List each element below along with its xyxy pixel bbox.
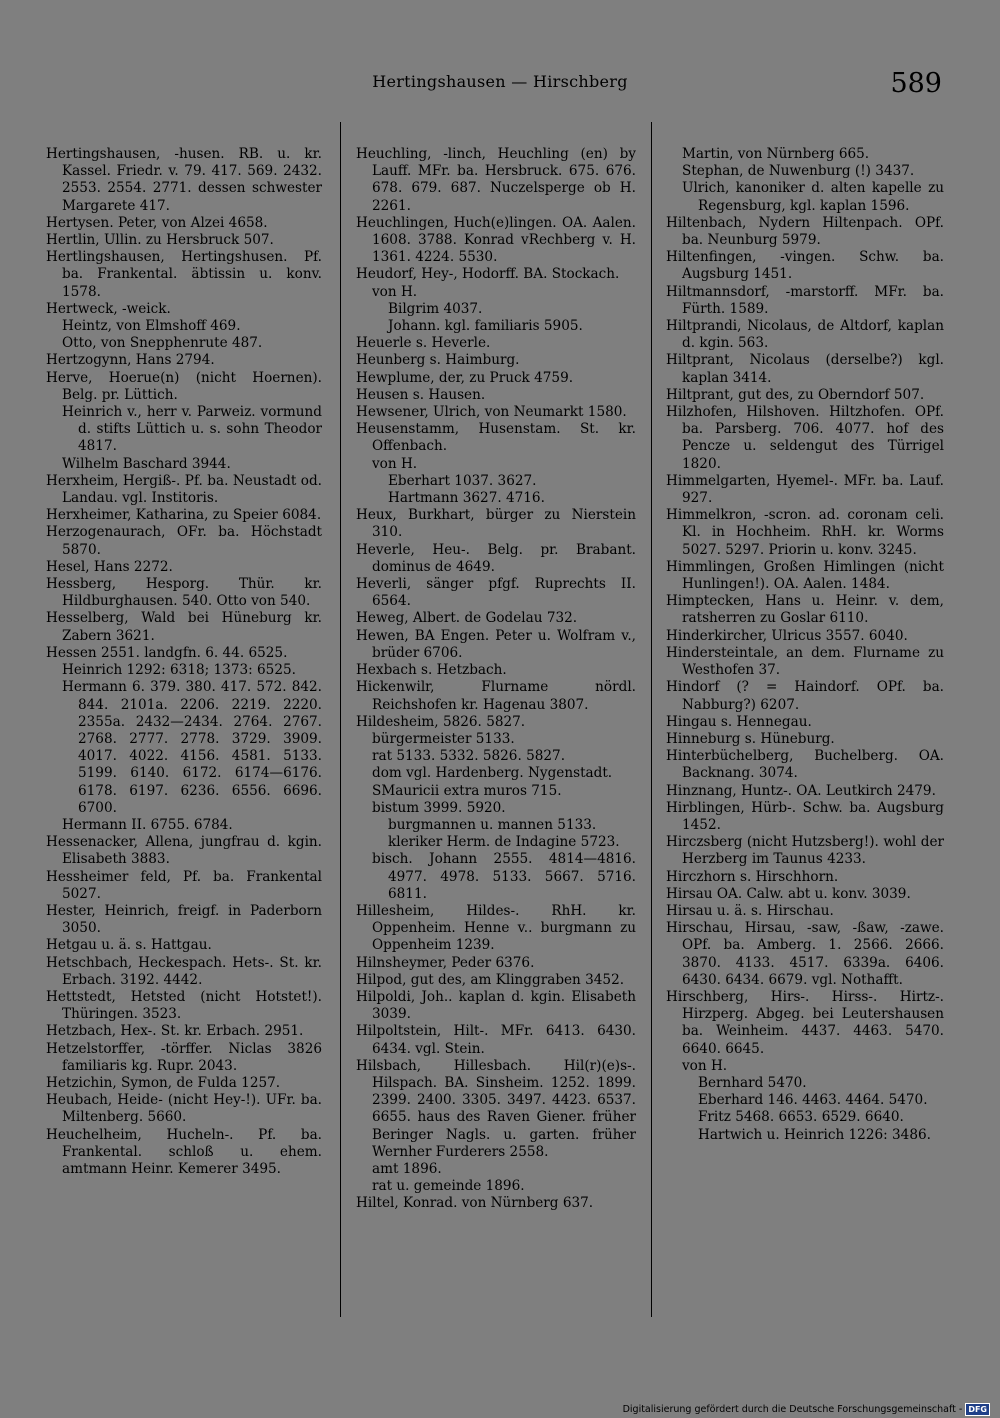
- index-subentry: Eberhard 146. 4463. 4464. 5470.: [698, 1092, 928, 1109]
- index-subentry: Wilhelm Baschard 3944.: [62, 455, 231, 472]
- index-entry: Hertweck, -weick.: [46, 300, 171, 317]
- index-entry: Heusen s. Hausen.: [356, 386, 486, 403]
- index-subentry: Fritz 5468. 6653. 6529. 6640.: [698, 1109, 904, 1126]
- index-entry: Hetgau u. ä. s. Hattgau.: [46, 937, 212, 954]
- index-entry: Heuchelheim, Hucheln-. Pf. ba. Frankental. schloß u. ehem. amtmann Heinr. Kemerer 3495.: [46, 1126, 322, 1177]
- index-entry: Hessheimer feld, Pf. ba. Frankental 5027.: [46, 868, 322, 902]
- page-header: [0, 68, 1000, 98]
- index-entry: Hertlin, Ullin. zu Hersbruck 507.: [46, 232, 274, 249]
- index-entry: Hinterbüchelberg, Buchelberg. OA. Backnang. 3074.: [666, 748, 944, 782]
- index-subentry: von H.: [372, 455, 418, 472]
- index-subentry: bisch. Johann 2555. 4814—4816. 4977. 4978. 5133. 5667. 5716. 6811.: [372, 851, 636, 902]
- index-subentry: Johann. kgl. familiaris 5905.: [388, 318, 583, 335]
- index-entry: Hirsau u. ä. s. Hirschau.: [666, 902, 834, 919]
- index-entry: Hiltprant, Nicolaus (derselbe?) kgl. kaplan 3414.: [666, 352, 944, 386]
- index-subentry: rat u. gemeinde 1896.: [372, 1178, 525, 1195]
- index-entry: Hinderkircher, Ulricus 3557. 6040.: [666, 627, 908, 644]
- index-entry: Hiltprandi, Nicolaus, de Altdorf, kaplan d. kgin. 563.: [666, 318, 944, 352]
- index-entry: Hickenwilr, Flurname nördl. Reichshofen kr. Hagenau 3807.: [356, 679, 636, 713]
- index-subentry: Eberhart 1037. 3627.: [388, 472, 537, 489]
- footer: [623, 1402, 990, 1416]
- index-entry: Heuerle s. Heverle.: [356, 335, 491, 352]
- index-entry: Herve, Hoerue(n) (nicht Hoernen). Belg. pr. Lüttich.: [46, 369, 322, 403]
- index-subentry: bürgermeister 5133.: [372, 730, 515, 747]
- index-entry: Hinznang, Huntz-. OA. Leutkirch 2479.: [666, 782, 936, 799]
- index-entry: Hirschau, Hirsau, -saw, -ßaw, -zawe. OPf. ba. Amberg. 1. 2566. 2666. 3870. 4133. 4517. 6339a. 6406. 6430. 6434. 6679. vgl. Nothafft.: [666, 920, 944, 988]
- index-column-1: [46, 146, 322, 1178]
- index-entry: Hilpod, gut des, am Klinggraben 3452.: [356, 971, 625, 988]
- index-entry: Heuchling, -linch, Heuchling (en) by Lauff. MFr. ba. Hersbruck. 675. 676. 678. 679. 687. Nuczelsperge ob H. 2261.: [356, 146, 636, 214]
- index-entry: Hertlingshausen, Hertingshusen. Pf. ba. Frankental. äbtissin u. konv. 1578.: [46, 249, 322, 300]
- index-entry: Heunberg s. Haimburg.: [356, 352, 520, 369]
- index-entry: Himmlingen, Großen Himlingen (nicht Hunlingen!). OA. Aalen. 1484.: [666, 558, 944, 593]
- index-subentry: von H.: [682, 1057, 728, 1074]
- index-entry: Hirczhorn s. Hirschhorn.: [666, 868, 839, 885]
- index-entry: Hessenacker, Allena, jungfrau d. kgin. Elisabeth 3883.: [46, 834, 322, 868]
- index-entry: Heudorf, Hey-, Hodorff. BA. Stockach.: [356, 266, 620, 283]
- index-entry: Heweg, Albert. de Godelau 732.: [356, 610, 578, 627]
- index-entry: Heverle, Heu-. Belg. pr. Brabant. dominus de 4649.: [356, 541, 636, 575]
- index-entry: Himmelkron, -scron. ad. coronam celi. Kl. in Hochheim. RhH. kr. Worms 5027. 5297. Priorin u. konv. 3245.: [666, 507, 944, 558]
- index-subentry: Bernhard 5470.: [698, 1074, 807, 1091]
- index-entry: Hilpoltstein, Hilt-. MFr. 6413. 6430. 6434. vgl. Stein.: [356, 1023, 636, 1057]
- index-entry: Hexbach s. Hetzbach.: [356, 662, 507, 679]
- index-subentry: Heinrich 1292: 6318; 1373: 6525.: [62, 662, 296, 679]
- index-entry: Herxheim, Hergiß-. Pf. ba. Neustadt od. Landau. vgl. Institoris.: [46, 472, 322, 507]
- index-subentry: Martin, von Nürnberg 665.: [682, 146, 870, 162]
- index-entry: Hilnsheymer, Peder 6376.: [356, 954, 535, 971]
- index-entry: Hillesheim, Hildes-. RhH. kr. Oppenheim. Henne v.. burgmann zu Oppenheim 1239.: [356, 902, 636, 954]
- page-number: 589: [890, 68, 942, 99]
- index-column-2: [356, 146, 636, 1213]
- index-entry: Hesel, Hans 2272.: [46, 558, 173, 575]
- index-entry: Hewsener, Ulrich, von Neumarkt 1580.: [356, 404, 627, 421]
- index-entry: Hetschbach, Heckespach. Hets-. St. kr. Erbach. 3192. 4442.: [46, 954, 322, 988]
- index-subentry: burgmannen u. mannen 5133.: [388, 816, 597, 833]
- index-subentry: von H.: [372, 283, 418, 300]
- index-entry: Hertzogynn, Hans 2794.: [46, 352, 215, 369]
- digitization-credit: Digitalisierung gefördert durch die Deutsche Forschungsgemeinschaft -: [622, 1403, 963, 1415]
- index-entry: Hertingshausen, -husen. RB. u. kr. Kassel. Friedr. v. 79. 417. 569. 2432. 2553. 2554. 2771. dessen schwester Margarete 417.: [46, 146, 322, 214]
- index-entry: Himptecken, Hans u. Heinr. v. dem, ratsherren zu Goslar 6110.: [666, 593, 944, 627]
- index-entry: Heubach, Heide- (nicht Hey-!). UFr. ba. Miltenberg. 5660.: [46, 1092, 322, 1126]
- index-subentry: kleriker Herm. de Indagine 5723.: [388, 834, 620, 851]
- index-entry: Hindersteintale, an dem. Flurname zu Westhofen 37.: [666, 644, 944, 679]
- index-entry: Hewplume, der, zu Pruck 4759.: [356, 369, 574, 386]
- index-entry: Hesselberg, Wald bei Hüneburg kr. Zabern 3621.: [46, 610, 322, 644]
- index-entry: Hirsau OA. Calw. abt u. konv. 3039.: [666, 885, 911, 902]
- index-entry: Hewen, BA Engen. Peter u. Wolfram v., brüder 6706.: [356, 627, 636, 661]
- index-entry: Heverli, sänger pfgf. Ruprechts II. 6564.: [356, 576, 636, 610]
- index-entry: Heusenstamm, Husenstam. St. kr. Offenbach.: [356, 421, 636, 455]
- index-entry: Hester, Heinrich, freigf. in Paderborn 3050.: [46, 902, 322, 937]
- index-entry: Hiltenfingen, -vingen. Schw. ba. Augsburg 1451.: [666, 249, 944, 283]
- index-subentry: Hartwich u. Heinrich 1226: 3486.: [698, 1126, 931, 1143]
- index-entry: Herzogenaurach, OFr. ba. Höchstadt 5870.: [46, 524, 322, 558]
- index-subentry: Ulrich, kanoniker d. alten kapelle zu Regensburg, kgl. kaplan 1596.: [682, 180, 944, 214]
- index-subentry: Stephan, de Nuwenburg (!) 3437.: [682, 163, 915, 180]
- index-subentry: Otto, von Snepphenrute 487.: [62, 335, 263, 352]
- index-entry: Hessberg, Hesporg. Thür. kr. Hildburghausen. 540. Otto von 540.: [46, 576, 322, 610]
- index-entry: Hilsbach, Hillesbach. Hil(r)(e)s-. Hilspach. BA. Sinsheim. 1252. 1899. 2399. 2400. 3305. 3497. 4423. 6537. 6655. haus des Raven Giener. früher Beringer Nagls. u. garten. früher Wernher Furderers 2558.: [356, 1057, 636, 1160]
- index-entry: Hetzbach, Hex-. St. kr. Erbach. 2951.: [46, 1023, 304, 1040]
- index-entry: Hirblingen, Hürb-. Schw. ba. Augsburg 1452.: [666, 799, 944, 833]
- index-entry: Heuchlingen, Huch(e)lingen. OA. Aalen. 1608. 3788. Konrad vRechberg v. H. 1361. 4224. 5530.: [356, 214, 636, 266]
- index-entry: Herxheimer, Katharina, zu Speier 6084.: [46, 507, 322, 524]
- column-rule: [340, 122, 341, 1317]
- index-entry: Hiltel, Konrad. von Nürnberg 637.: [356, 1195, 594, 1212]
- index-entry: Hindorf (? = Haindorf. OPf. ba. Nabburg?) 6207.: [666, 679, 944, 713]
- index-entry: Hirschberg, Hirs-. Hirss-. Hirtz-. Hirzperg. Abgeg. bei Leutershausen ba. Weinheim. 4437. 4463. 5470. 6640. 6645.: [666, 988, 944, 1057]
- index-subentry: rat 5133. 5332. 5826. 5827.: [372, 748, 566, 765]
- index-subentry: Heinrich v., herr v. Parweiz. vormund d. stifts Lüttich u. s. sohn Theodor 4817.: [62, 404, 322, 455]
- index-entry: Hetzichin, Symon, de Fulda 1257.: [46, 1074, 281, 1091]
- index-subentry: Hermann II. 6755. 6784.: [62, 816, 233, 833]
- index-entry: Hettstedt, Hetsted (nicht Hotstet!). Thüringen. 3523.: [46, 988, 322, 1023]
- index-entry: Hessen 2551. landgfn. 6. 44. 6525.: [46, 644, 288, 661]
- index-entry: Hilpoldi, Joh.. kaplan d. kgin. Elisabeth 3039.: [356, 988, 636, 1023]
- index-entry: Himmelgarten, Hyemel-. MFr. ba. Lauf. 927.: [666, 472, 944, 507]
- index-entry: Hingau s. Hennegau.: [666, 713, 812, 730]
- index-entry: Hetzelstorffer, -törffer. Niclas 3826 familiaris kg. Rupr. 2043.: [46, 1040, 322, 1074]
- index-entry: Hildesheim, 5826. 5827.: [356, 713, 526, 730]
- index-entry: Hiltenbach, Nydern Hiltenpach. OPf. ba. Neunburg 5979.: [666, 214, 944, 249]
- index-subentry: Hermann 6. 379. 380. 417. 572. 842. 844. 2101a. 2206. 2219. 2220. 2355a. 2432—2434. 2764. 2767. 2768. 2777. 2778. 3729. 3909. 4017. 4022. 4156. 4581. 5133. 5199. 6140. 6172. 6174—6176. 6178. 6197. 6236. 6556. 6696. 6700.: [62, 679, 322, 816]
- index-subentry: bistum 3999. 5920.: [372, 799, 506, 816]
- index-entry: Hiltprant, gut des, zu Oberndorf 507.: [666, 386, 925, 403]
- column-rule: [651, 122, 652, 1317]
- index-entry: Hinneburg s. Hüneburg.: [666, 730, 835, 747]
- index-entry: Heux, Burkhart, bürger zu Nierstein 310.: [356, 507, 636, 541]
- dfg-logo: DFG: [965, 1403, 990, 1416]
- index-subentry: Bilgrim 4037.: [388, 300, 483, 317]
- running-title: Hertingshausen — Hirschberg: [372, 72, 628, 91]
- index-entry: Hirczsberg (nicht Hutzsberg!). wohl der Herzberg im Taunus 4233.: [666, 834, 944, 868]
- index-subentry: SMauricii extra muros 715.: [372, 782, 562, 799]
- index-subentry: dom vgl. Hardenberg. Nygenstadt.: [372, 765, 613, 782]
- index-entry: Hertysen. Peter, von Alzei 4658.: [46, 214, 268, 231]
- index-subentry: Hartmann 3627. 4716.: [388, 490, 545, 507]
- index-entry: Hiltmannsdorf, -marstorff. MFr. ba. Fürth. 1589.: [666, 283, 944, 317]
- index-subentry: amt 1896.: [372, 1160, 442, 1177]
- index-subentry: Heintz, von Elmshoff 469.: [62, 318, 241, 335]
- index-column-3: [666, 146, 944, 1144]
- index-entry: Hilzhofen, Hilshoven. Hiltzhofen. OPf. ba. Parsberg. 706. 4077. hof des Pencze u. seldengut des Türrigel 1820.: [666, 404, 944, 472]
